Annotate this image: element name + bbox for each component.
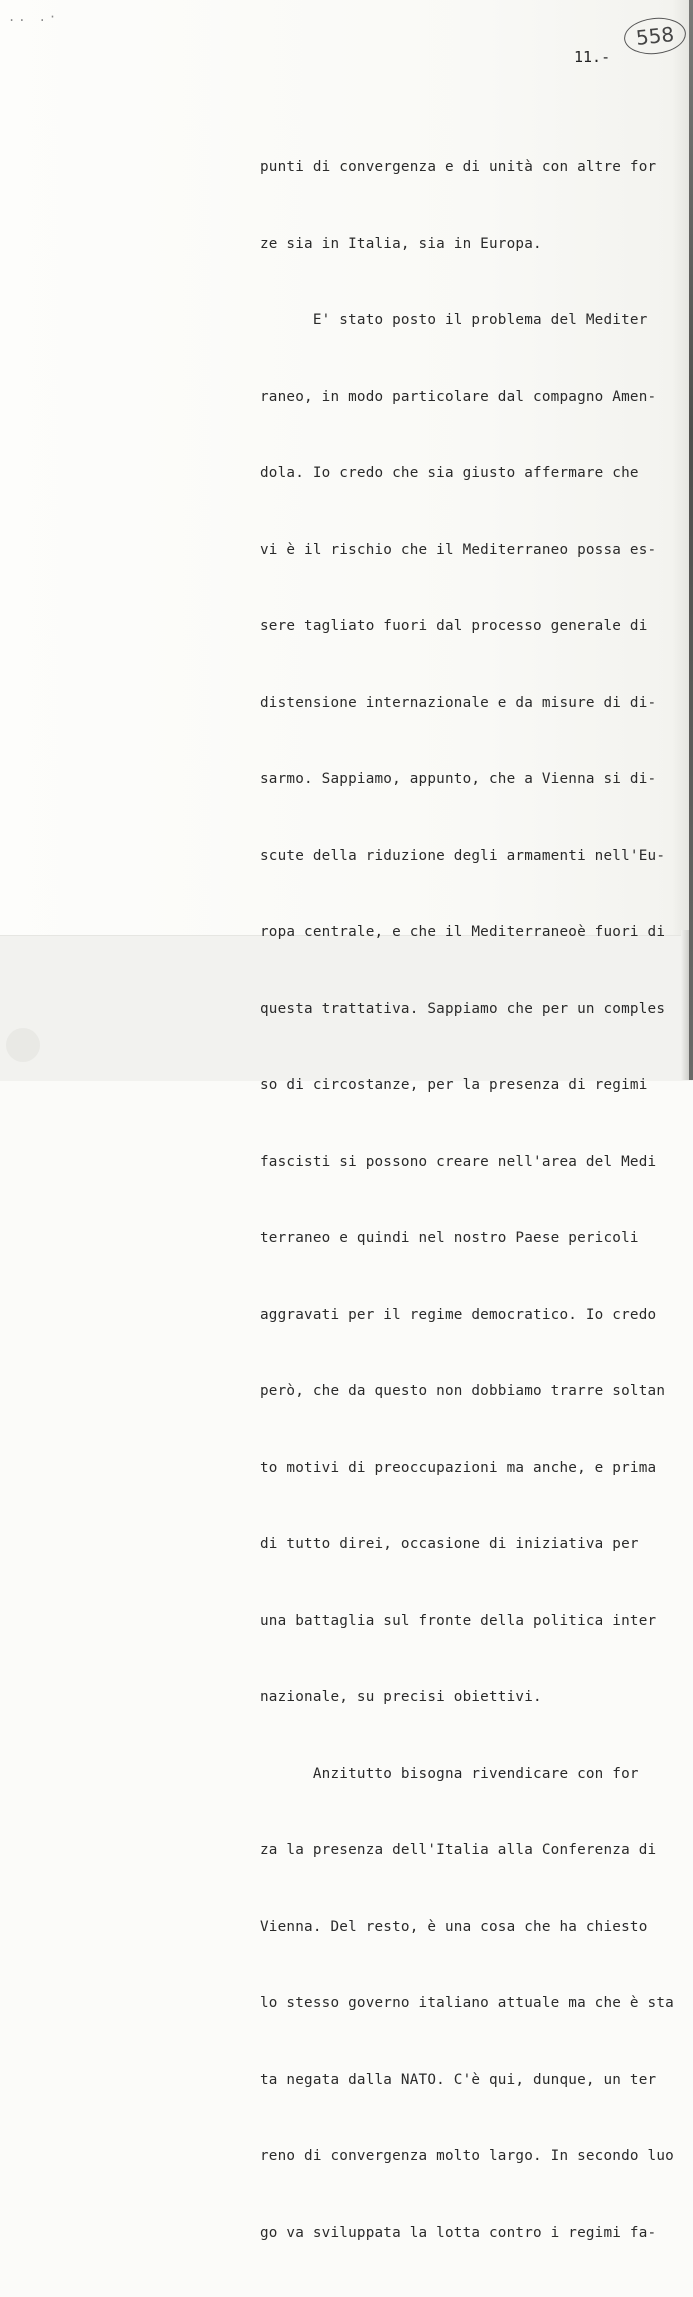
text-line: reno di convergenza molto largo. In secondo luo <box>260 2148 674 2164</box>
text-line: lo stesso governo italiano attuale ma che è sta <box>260 1995 674 2011</box>
text-line: so di circostanze, per la presenza di regimi <box>260 1077 648 1093</box>
text-line: sere tagliato fuori dal processo generale di <box>260 618 648 634</box>
text-line: distensione internazionale e da misure di di- <box>260 694 657 711</box>
text-line: sarmo. Sappiamo, appunto, che a Vienna si di- <box>260 771 657 787</box>
text-line: raneo, in modo particolare dal compagno Amen- <box>260 388 657 405</box>
text-line: aggravati per il regime democratico. Io credo <box>260 1306 657 1323</box>
text-line: Anzitutto bisogna rivendicare con for <box>260 1765 639 1782</box>
text-line: nazionale, su precisi obiettivi. <box>260 1689 542 1705</box>
text-line: to motivi di preoccupazioni ma anche, e prima <box>260 1459 657 1476</box>
text-line: però, che da questo non dobbiamo trarre soltan <box>260 1383 666 1399</box>
scan-edge-fold <box>681 930 689 1080</box>
typewritten-text <box>260 104 674 2297</box>
text-line: E' stato posto il problema del Mediter <box>260 312 648 328</box>
scan-specks: .. .· <box>8 10 60 24</box>
text-line: ropa centrale, e che il Mediterraneoè fuori di <box>260 924 666 940</box>
text-line: terraneo e quindi nel nostro Paese pericoli <box>260 1230 639 1246</box>
text-line: ze sia in Italia, sia in Europa. <box>260 235 542 252</box>
text-line: dola. Io credo che sia giusto affermare che <box>260 465 639 481</box>
text-line: di tutto direi, occasione di iniziativa per <box>260 1536 639 1552</box>
archive-stamp-number: 558 <box>622 15 687 57</box>
text-line: una battaglia sul fronte della politica inter <box>260 1612 657 1629</box>
text-line: scute della riduzione degli armamenti nell'Eu- <box>260 847 666 864</box>
corner-mark <box>6 1028 40 1062</box>
text-line: vi è il rischio che il Mediterraneo possa es- <box>260 541 657 558</box>
text-line: Vienna. Del resto, è una cosa che ha chiesto <box>260 1918 648 1935</box>
text-line: za la presenza dell'Italia alla Conferenza di <box>260 1842 657 1858</box>
text-line: fascisti si possono creare nell'area del Medi <box>260 1153 657 1170</box>
scan-right-edge <box>689 0 693 1080</box>
text-line: questa trattativa. Sappiamo che per un comples <box>260 1000 666 1017</box>
text-line: punti di convergenza e di unità con altre for <box>260 159 657 175</box>
text-line: go va sviluppata la lotta contro i regimi fa- <box>260 2224 657 2241</box>
text-line: ta negata dalla NATO. C'è qui, dunque, un ter <box>260 2071 657 2088</box>
page-number: 11.- <box>574 48 611 66</box>
